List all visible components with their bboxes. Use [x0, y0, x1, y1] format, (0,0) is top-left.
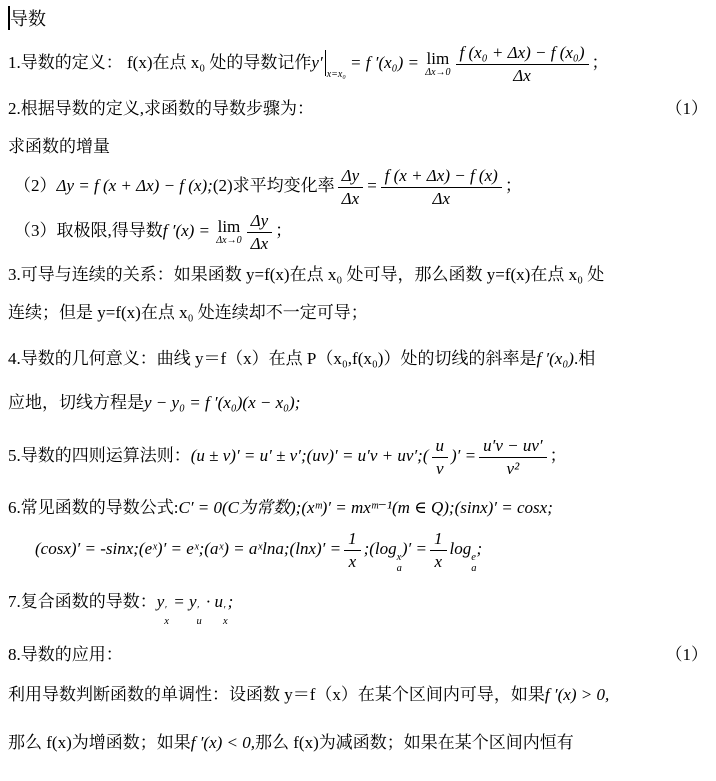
math-sum-product-rules: (u ± v)′ = u′ ± v′;(uv)′ = u′v + uv′;(	[190, 446, 429, 466]
text-run: 应地，切线方程是	[8, 393, 144, 413]
punctuation: ;	[476, 539, 483, 559]
paragraph-monotonicity-line1	[8, 680, 708, 705]
math-dot: ·	[201, 592, 215, 612]
math-trig-exp-derivatives: (cosx)′ = -sinx;(eˣ)′ = eˣ;(aˣ) = aˣlna;(lnx)′ =	[35, 539, 342, 559]
fraction-denominator: v²	[506, 458, 520, 478]
limit-subscript: Δx→0	[425, 67, 451, 79]
paragraph-common-formulas-line2	[8, 529, 708, 574]
math-equals: =	[168, 592, 189, 612]
fraction-one-over-x	[344, 529, 361, 571]
fraction-avg-rate	[381, 166, 502, 208]
math-log-open: ;(log	[363, 539, 397, 559]
subscript: x	[223, 616, 228, 628]
text-run: 3.可导与连续的关系：如果函数 y=f(x)在点 x₀ 处可导，那么函数 y=f(x)在点 x₀ 处	[8, 265, 605, 285]
paragraph-composite-derivative	[8, 587, 708, 627]
step-marker-1: （1）	[665, 645, 708, 665]
math-equals: =	[366, 176, 378, 196]
text-run: 6.常见函数的导数公式:	[8, 498, 179, 518]
math-y-prime: y′	[311, 52, 323, 72]
paragraph-step1	[8, 132, 708, 157]
subscript: u	[196, 616, 202, 628]
paragraph-step3	[8, 211, 708, 253]
math-basic-derivatives: C′ = 0(C为常数);(xᵐ)′ = mxᵐ⁻¹(m ∈ Q);(sinx)′ = cosx;	[178, 498, 553, 518]
log-subscript: a	[396, 563, 402, 575]
text-run: 5.导数的四则运算法则：	[8, 446, 191, 466]
fraction-difference-quotient	[456, 43, 589, 85]
page-title: 导数	[10, 9, 46, 29]
step-marker-2: （2）	[14, 176, 57, 196]
log-superscript: x	[396, 552, 402, 564]
text-run: .相	[573, 349, 596, 369]
step-marker-1: （1）	[665, 99, 708, 119]
log-superscript: e	[471, 552, 476, 564]
paragraph-step2	[8, 166, 708, 208]
math-equals-fprime: = f ′(x₀) =	[345, 52, 424, 72]
math-equals: )′ =	[451, 446, 477, 466]
limit-operator	[216, 218, 241, 246]
text-run: 8.导数的应用：	[8, 645, 123, 665]
paragraph-steps-heading	[8, 94, 708, 119]
punctuation: ；	[591, 52, 609, 72]
step-marker-3: （3）取极限,得导数	[14, 221, 163, 241]
limit-word: lim	[217, 217, 241, 237]
text-run: 7.复合函数的导数：	[8, 592, 157, 612]
fraction-numerator: Δy	[338, 166, 364, 188]
fraction-quotient-rule	[479, 436, 547, 478]
math-fprime-x: f ′(x) =	[162, 221, 215, 241]
math-fprime-negative: f ′(x) < 0,	[190, 733, 256, 753]
paragraph-continuity-line1	[8, 260, 708, 285]
math-y-base: y	[188, 592, 197, 612]
fraction-denominator: Δx	[250, 233, 269, 253]
math-increment: Δy = f (x + Δx) − f (x);	[56, 176, 213, 196]
paragraph-applications-heading	[8, 640, 708, 665]
text-run: 那么 f(x)为减函数；如果在某个区间内恒有	[255, 733, 574, 753]
fraction-one-over-x	[430, 529, 447, 571]
prime: ′	[196, 605, 199, 617]
text-run: 2.根据导数的定义,求函数的导数步骤为：	[8, 99, 314, 119]
paragraph-geometric-line2	[8, 388, 708, 413]
paragraph-monotonicity-line2	[8, 728, 708, 753]
paragraph-operation-rules	[8, 436, 708, 478]
fraction-numerator: Δy	[247, 211, 273, 233]
log-subscript: a	[471, 563, 477, 575]
fraction-denominator: Δx	[513, 65, 531, 85]
paragraph-common-formulas-line1	[8, 493, 708, 518]
fraction-numerator: f (x₀ + Δx) − f (x₀)	[456, 43, 589, 65]
math-fprime-positive: f ′(x) > 0,	[544, 685, 610, 705]
text-run: 连续；但是 y=f(x)在点 x₀ 处连续却不一定可导；	[8, 303, 368, 323]
punctuation: ；	[275, 221, 293, 241]
paragraph-continuity-line2	[8, 298, 708, 323]
fraction-denominator: x	[348, 551, 357, 571]
punctuation: ；	[549, 446, 567, 466]
paragraph-derivative-definition	[8, 43, 708, 85]
fraction-denominator: v	[435, 458, 444, 478]
text-run: (2)求平均变化率	[212, 176, 335, 196]
punctuation: ；	[504, 176, 522, 196]
fraction-denominator: Δx	[432, 188, 450, 208]
limit-operator	[425, 50, 450, 78]
fraction-numerator: u	[432, 436, 449, 458]
limit-subscript: Δx→0	[216, 235, 242, 247]
math-tangent-equation: y − y₀ = f ′(x₀)(x − x₀);	[144, 393, 301, 413]
fraction-numerator: 1	[430, 529, 447, 551]
text-run: 求函数的增量	[8, 137, 110, 157]
evaluation-bar	[325, 50, 326, 76]
fraction-u-over-v	[432, 436, 449, 478]
fraction-dy-dx	[338, 166, 364, 208]
text-run: 那么 f(x)为增函数；如果	[8, 733, 191, 753]
text-run: 4.导数的几何意义：曲线 y＝f（x）在点 P（x₀,f(x₀)）处的切线的斜率是	[8, 349, 537, 369]
title-row	[8, 5, 708, 31]
fraction-denominator: Δx	[341, 188, 360, 208]
math-slope: f ′(x₀)	[536, 349, 574, 369]
math-log-word: log	[449, 539, 472, 559]
paragraph-geometric-line1	[8, 344, 708, 369]
math-y-base: y	[156, 592, 165, 612]
limit-word: lim	[426, 49, 450, 69]
subscript: x	[164, 616, 169, 628]
text-run: 1.导数的定义： f(x)在点 x₀ 处的导数记作	[8, 52, 312, 72]
fraction-dy-dx	[247, 211, 273, 253]
fraction-numerator: f (x + Δx) − f (x)	[381, 166, 502, 188]
math-u-base: u	[214, 592, 223, 612]
fraction-numerator: 1	[344, 529, 361, 551]
fraction-numerator: u′v − uv′	[479, 436, 547, 458]
evaluation-subscript: x=x₀	[326, 68, 346, 80]
punctuation: ;	[227, 592, 234, 612]
fraction-denominator: x	[434, 551, 443, 571]
math-equals: )′ =	[401, 539, 427, 559]
prime: ′	[164, 605, 167, 617]
text-run: 利用导数判断函数的单调性：设函数 y＝f（x）在某个区间内可导，如果	[8, 685, 545, 705]
prime: ′	[223, 605, 226, 617]
